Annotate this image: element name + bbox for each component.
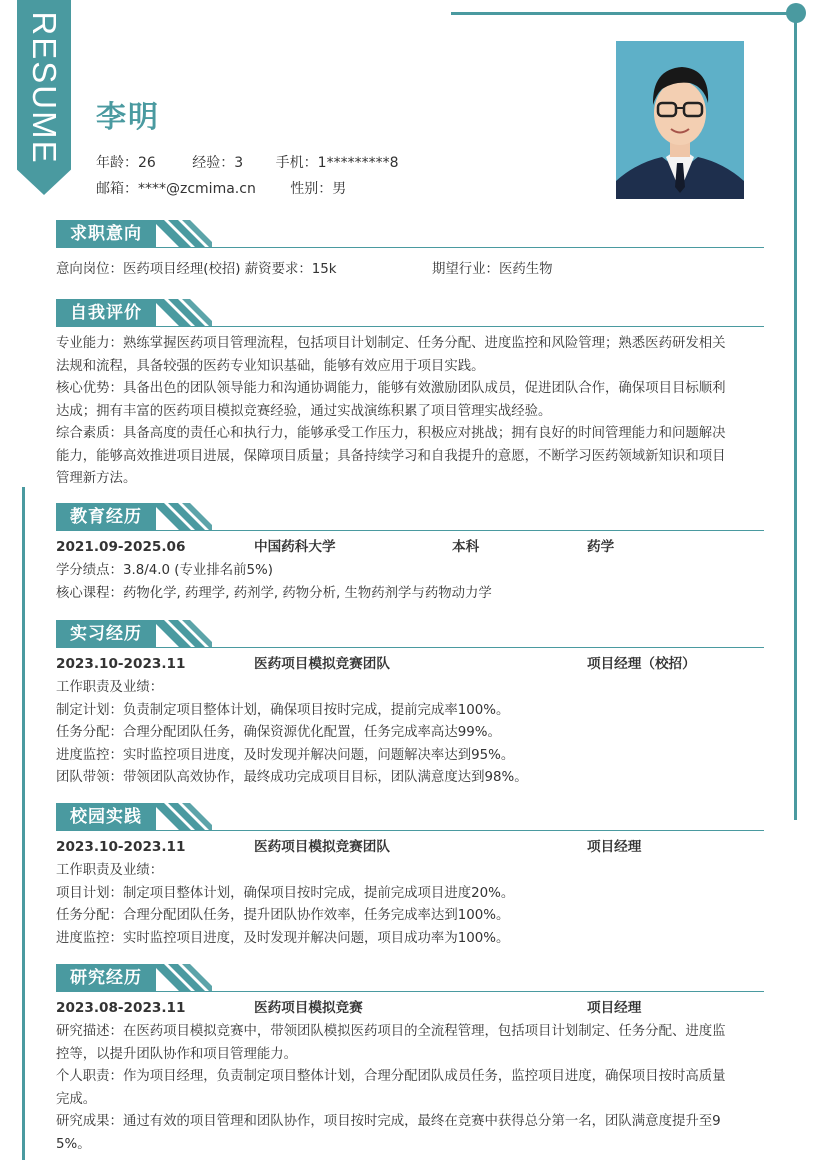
internship-line: 团队带领：带领团队高效协作，最终成功完成项目目标，团队满意度达到98%。	[56, 770, 528, 785]
section-header-self-eval	[56, 299, 764, 329]
self-eval-line: 管理新方法。	[56, 471, 137, 486]
research-line: 研究成果：通过有效的项目管理和团队协作，项目按时完成，最终在竞赛中获得总分第一名，团队满意度提升至9	[56, 1114, 721, 1129]
research-line: 控等，以提升团队协作和项目管理能力。	[56, 1046, 298, 1062]
section-rule	[56, 830, 764, 831]
self-eval-line: 能力，能够高效推进项目进展，保障项目质量；具备持续学习和自我提升的意愿，不断学习医药领域新知识和项目	[56, 448, 726, 464]
campus-date: 2023.10-2023.11	[56, 839, 186, 855]
right-accent-line	[794, 12, 797, 820]
section-header-research	[56, 964, 764, 994]
job-position: 意向岗位：医药项目经理(校招) 薪资要求：15k	[56, 262, 337, 277]
info-row-1	[96, 152, 398, 172]
internship-line: 制定计划：负责制定项目整体计划，确保项目按时完成，提前完成率100%。	[56, 702, 510, 718]
research-role: 项目经理	[587, 1000, 642, 1016]
left-accent-line	[22, 487, 25, 1160]
section-header-stripes	[152, 803, 212, 831]
section-rule	[56, 326, 764, 327]
education-major: 药学	[587, 539, 615, 555]
section-header-stripes	[152, 299, 212, 327]
section-header-internship	[56, 620, 764, 650]
profile-photo	[616, 41, 744, 199]
campus-line: 项目计划：制定项目整体计划，确保项目按时完成，提前完成项目进度20%。	[56, 885, 515, 901]
section-title: 研究经历	[70, 968, 142, 988]
internship-line: 工作职责及业绩：	[56, 680, 164, 695]
internship-line: 任务分配：合理分配团队任务，确保资源优化配置，任务完成率高达99%。	[56, 725, 501, 740]
section-rule	[56, 247, 764, 248]
job-industry: 期望行业：医药生物	[432, 262, 553, 277]
research-row	[56, 997, 768, 1019]
experience-label: 经验：	[192, 155, 235, 171]
research-line: 完成。	[56, 1091, 97, 1107]
phone-value: 1*********8	[317, 155, 399, 171]
section-title: 校园实践	[70, 807, 142, 827]
info-row-2	[96, 178, 346, 198]
email-label: 邮箱：	[96, 181, 138, 197]
section-title: 求职意向	[70, 224, 142, 244]
campus-row	[56, 836, 768, 858]
self-eval-line: 核心优势：具备出色的团队领导能力和沟通协调能力，能够有效激励团队成员，促进团队合作，确保项目目标顺利	[56, 381, 726, 396]
section-rule	[56, 530, 764, 531]
candidate-name: 李明	[96, 100, 160, 135]
self-eval-line: 综合素质：具备高度的责任心和执行力，能够承受工作压力，积极应对挑战；拥有良好的时间管理能力和问题解决	[56, 426, 726, 441]
section-title: 教育经历	[70, 507, 142, 527]
education-line: 核心课程：药物化学, 药理学, 药剂学, 药物分析, 生物药剂学与药物动力学	[56, 585, 492, 601]
internship-org: 医药项目模拟竞赛团队	[254, 656, 390, 672]
self-eval-line: 专业能力：熟练掌握医药项目管理流程，包括项目计划制定、任务分配、进度监控和风险管理；熟悉医药研发相关	[56, 336, 726, 351]
campus-line: 工作职责及业绩：	[56, 863, 164, 878]
research-line: 研究描述：在医药项目模拟竞赛中，带领团队模拟医药项目的全流程管理，包括项目计划制定、任务分配、进度监	[56, 1024, 726, 1039]
section-header-stripes	[152, 220, 212, 248]
campus-role: 项目经理	[587, 839, 642, 855]
section-header-stripes	[152, 503, 212, 531]
gender-label: 性别：	[290, 181, 333, 197]
research-org: 医药项目模拟竞赛	[254, 1000, 363, 1016]
education-line: 学分绩点：3.8/4.0 (专业排名前5%)	[56, 563, 273, 578]
experience-value: 3	[234, 155, 244, 171]
section-header-education	[56, 503, 764, 533]
gender-value: 男	[332, 181, 347, 197]
education-degree: 本科	[452, 539, 480, 555]
education-date: 2021.09-2025.06	[56, 539, 186, 555]
phone-label: 手机：	[275, 155, 318, 171]
campus-org: 医药项目模拟竞赛团队	[254, 839, 390, 855]
section-title: 自我评价	[70, 303, 142, 323]
internship-date: 2023.10-2023.11	[56, 656, 186, 672]
age-value: 26	[138, 155, 156, 171]
self-eval-line: 法规和流程，具备较强的医药专业知识基础，能够有效应用于项目实践。	[56, 358, 485, 374]
section-header-stripes	[152, 964, 212, 992]
internship-row	[56, 653, 768, 675]
self-eval-line: 达成；拥有丰富的医药项目模拟竞赛经验，通过实战演练积累了项目管理实战经验。	[56, 403, 552, 419]
section-header-campus	[56, 803, 764, 833]
section-rule	[56, 647, 764, 648]
research-date: 2023.08-2023.11	[56, 1000, 186, 1016]
education-school: 中国药科大学	[254, 539, 336, 555]
section-header-job-intent	[56, 220, 764, 250]
section-title: 实习经历	[70, 624, 142, 644]
email-value: ****@zcmima.cn	[138, 181, 256, 197]
section-header-stripes	[152, 620, 212, 648]
top-accent-line	[451, 12, 796, 15]
section-rule	[56, 991, 764, 992]
resume-ribbon-text: RESUME	[26, 11, 63, 165]
internship-line: 进度监控：实时监控项目进度，及时发现并解决问题，问题解决率达到95%。	[56, 747, 515, 763]
campus-line: 任务分配：合理分配团队任务，提升团队协作效率，任务完成率达到100%。	[56, 908, 510, 923]
research-line: 5%。	[56, 1136, 91, 1152]
research-line: 个人职责：作为项目经理，负责制定项目整体计划，合理分配团队成员任务，监控项目进度，确保项目按时高质量	[56, 1069, 726, 1084]
age-label: 年龄：	[96, 155, 138, 171]
campus-line: 进度监控：实时监控项目进度，及时发现并解决问题，项目成功率为100%。	[56, 930, 510, 946]
internship-role: 项目经理（校招）	[587, 656, 696, 672]
education-row	[56, 536, 768, 558]
